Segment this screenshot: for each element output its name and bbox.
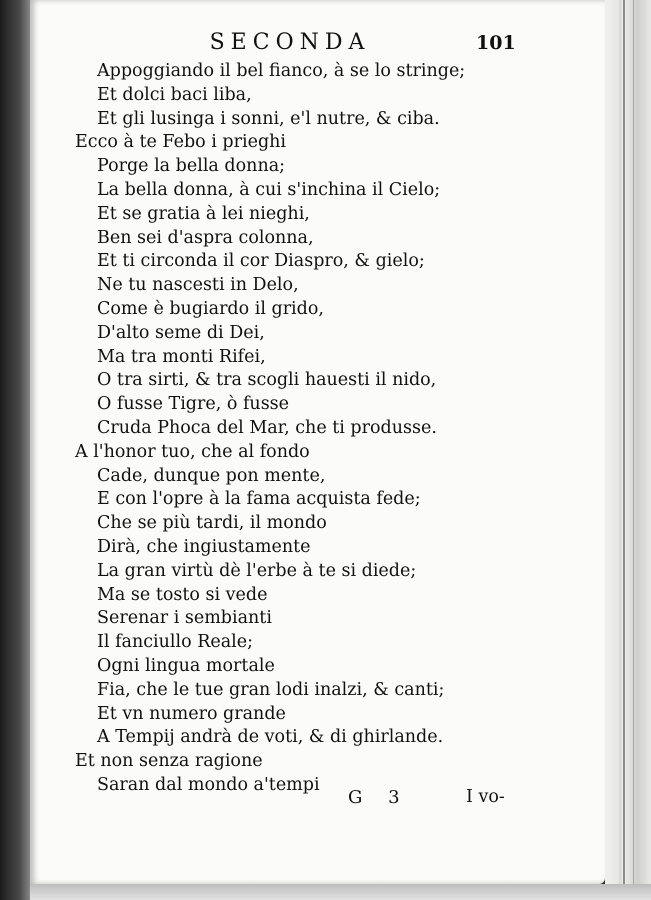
verse-line: Che se più tardi, il mondo	[97, 513, 327, 534]
verse-line: Ecco à te Febo i prieghi	[75, 132, 287, 153]
verse-line: Cade, dunque pon mente,	[97, 465, 326, 486]
verse-line: O tra sirti, & tra scogli hauesti il nido,	[97, 370, 437, 391]
page-number: 101	[476, 32, 516, 54]
verse-line: Ma se tosto si vede	[97, 584, 268, 605]
verse-line: La gran virtù dè l'erbe à te si diede;	[97, 560, 417, 581]
verse-line: D'alto seme di Dei,	[97, 322, 265, 343]
verse-line: Et gli lusinga i sonni, e'l nutre, & ciba.	[97, 108, 440, 129]
verse-line: Et se gratia à lei nieghi,	[97, 203, 310, 224]
verse-line: Serenar i sembianti	[97, 608, 272, 629]
verse-line: Saran dal mondo a'tempi	[97, 774, 320, 795]
verse-line: Dirà, che ingiustamente	[97, 536, 311, 557]
signature-mark: G 3	[348, 787, 410, 808]
verse-line: Ben sei d'aspra colonna,	[97, 227, 314, 248]
verse-line: Et vn numero grande	[97, 703, 286, 724]
verse-line: Et ti circonda il cor Diaspro, & gielo;	[97, 251, 425, 272]
page-footer	[30, 787, 630, 811]
verse-line: La bella donna, à cui s'inchina il Cielo;	[97, 179, 441, 200]
verse-line: Fia, che le tue gran lodi inalzi, & canti;	[97, 679, 445, 700]
page-edges	[605, 0, 651, 900]
verse-line: Il fanciullo Reale;	[97, 632, 254, 653]
verse-line: E con l'opre à la fama acquista fede;	[97, 489, 421, 510]
verse-line: O fusse Tigre, ò fusse	[97, 394, 290, 415]
verse-line: Ogni lingua mortale	[97, 655, 275, 676]
verse-line: Come è bugiardo il grido,	[97, 298, 324, 319]
page-bottom-shadow	[30, 884, 651, 900]
verse-line: A Tempij andrà de voti, & di ghirlande.	[97, 727, 444, 748]
catchword: I vo-	[466, 787, 505, 807]
verse-line: Et non senza ragione	[75, 751, 263, 772]
book-page	[30, 0, 605, 884]
verse-line: A l'honor tuo, che al fondo	[75, 441, 310, 462]
verse-line: Ne tu nascesti in Delo,	[97, 275, 299, 296]
running-head: SECONDA	[209, 30, 371, 55]
verse-line: Appoggiando il bel fianco, à se lo stringe;	[97, 61, 466, 81]
verse-line: Ma tra monti Rifei,	[97, 346, 266, 367]
verse-line: Porge la bella donna;	[97, 156, 286, 177]
poem-text	[30, 60, 630, 798]
verse-line: Et dolci baci liba,	[97, 84, 252, 105]
verse-line: Cruda Phoca del Mar, che ti produsse.	[97, 417, 437, 438]
